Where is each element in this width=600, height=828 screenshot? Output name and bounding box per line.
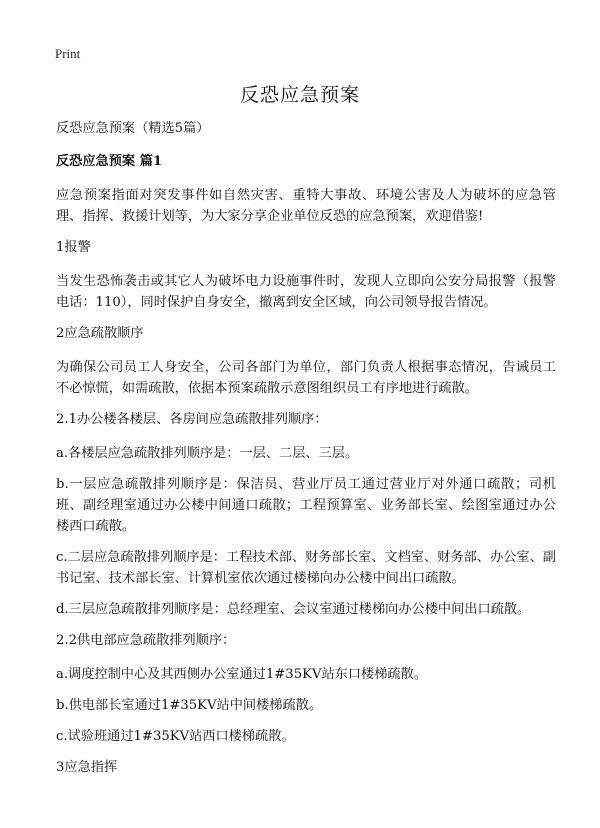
alarm-paragraph: 当发生恐怖袭击或其它人为破坏电力设施事件时，发现人立即向公安分局报警（报警电话：110），同时保护自身安全，撤离到安全区域，向公司领导报告情况。 (56, 274, 556, 310)
heading-office-evacuation: 2.1办公楼各楼层、各房间应急疏散排列顺序： (56, 412, 328, 427)
office-item-b: b.一层应急疏散排列顺序是：保洁员、营业厅员工通过营业厅对外通口疏散；司机班、副经理室通过办公楼中间通口疏散；工程预算室、业务部长室、绘图室通过办公楼西口疏散。 (56, 477, 556, 534)
power-item-c: c.试验班通过1#35KV站西口楼梯疏散。 (56, 729, 295, 744)
heading-evacuation-order: 2应急疏散顺序 (56, 326, 144, 341)
section-title: 反恐应急预案 篇1 (56, 154, 163, 169)
office-item-a: a.各楼层应急疏散排列顺序是：一层、二层、三层。 (56, 446, 359, 461)
heading-alarm: 1报警 (56, 240, 91, 255)
evacuation-paragraph: 为确保公司员工人身安全，公司各部门为单位，部门负责人根据事态情况，告诫员工不必惊慌，如需疏散，依据本预案疏散示意图组织员工有序地进行疏散。 (56, 360, 556, 396)
heading-emergency-command: 3应急指挥 (56, 760, 118, 775)
document-title: 反恐应急预案 (239, 84, 360, 106)
power-item-b: b.供电部长室通过1#35KV站中间楼梯疏散。 (56, 698, 323, 713)
power-item-a: a.调度控制中心及其西侧办公室通过1#35KV站东口楼梯疏散。 (56, 667, 427, 682)
print-label: Print (55, 46, 81, 61)
intro-paragraph: 应急预案指面对突发事件如自然灾害、重特大事故、环境公害及人为破坏的应急管理、指挥、救援计划等，为大家分享企业单位反恐的应急预案，欢迎借鉴! (56, 188, 556, 224)
office-item-d: d.三层应急疏散排列顺序是：总经理室、会议室通过楼梯向办公楼中间出口疏散。 (56, 602, 531, 617)
heading-power-dept-evacuation: 2.2供电部应急疏散排列顺序： (56, 633, 236, 648)
document-body (56, 118, 556, 791)
document-subtitle: 反恐应急预案（精选5篇） (56, 121, 210, 136)
office-item-c: c.二层应急疏散排列顺序是：工程技术部、财务部长室、文档室、财务部、办公室、副书记室、技术部长室、计算机室依次通过楼梯向办公楼中间出口疏散。 (56, 550, 556, 586)
